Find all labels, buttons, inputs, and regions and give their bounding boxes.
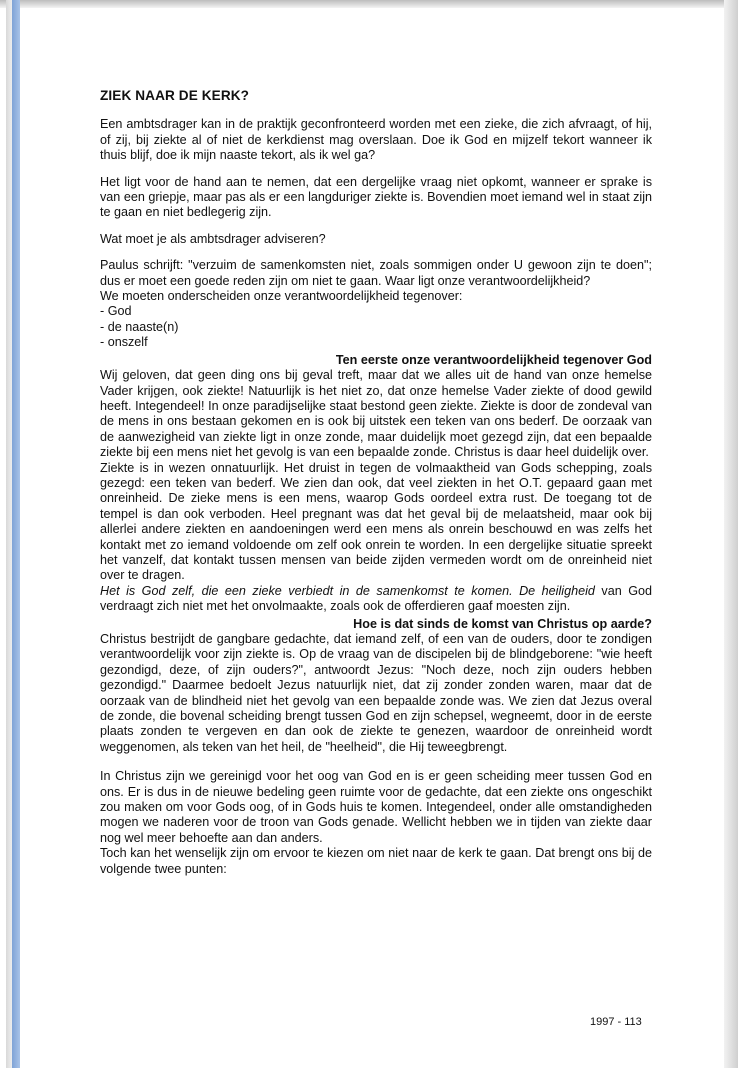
- paulus-paragraph: Paulus schrijft: "verzuim de samenkomsten niet, zoals sommigen onder U gewoon zijn te doen"; dus er moet een goede reden zijn om niet te gaan. Waar ligt onze verantwoordelijkheid?: [100, 258, 652, 288]
- scan-right-edge: [724, 0, 738, 1068]
- italic-statement: Het is God zelf, die een zieke verbiedt in de samenkomst te komen. De heiligheid: [100, 583, 595, 598]
- section2-paragraph-3: Toch kan het wenselijk zijn om ervoor te kiezen om niet naar de kerk te gaan. Dat brengt ons bij de volgende twee punten:: [100, 846, 652, 876]
- section-heading-god: Ten eerste onze verantwoordelijkheid tegenover God: [335, 352, 652, 367]
- section1-paragraph-3-rest: van God verdraagt zich niet met het onvolmaakte, zoals ook de offerdieren gaaf moesten zijn.: [100, 583, 652, 614]
- section1-paragraph-3: [100, 584, 652, 615]
- scan-top-edge: [0, 0, 738, 8]
- intro-paragraph-2: Het ligt voor de hand aan te nemen, dat een dergelijke vraag niet opkomt, wanneer er sprake is van een griepje, maar pas als er een langduriger ziekte is. Bovendien moet iemand wel in staat zijn te gaan en niet bedlegerig zijn.: [100, 174, 652, 220]
- section2-paragraph-1: Christus bestrijdt de gangbare gedachte, dat iemand zelf, of een van de ouders, door te zondigen verantwoordelijk voor zijn ziekte is. Op de vraag van de discipelen bij de blindgeborene: "wie heeft gezondigd, deze, of zijn ouders?", antwoordt Jezus: "Noch deze, noch zijn ouders hebben gezondigd." Daarmee bedoelt Jezus natuurlijk niet, dat zij zonder zonden waren, maar dat de oorzaak van de blindheid niet het gevolg van een bepaalde zonde was. We zien dat Jezus overal de zonde, die bovenal scheiding brengt tussen God en zijn schepsel, wegneemt, door in de eerste plaats zonden te vergeven en dan ook de ziekte te genezen, waardoor de onreinheid wordt weggenomen, als teken van het heil, de "heelheid", die Hij teweegbrengt.: [100, 632, 652, 754]
- section2-paragraph-2: In Christus zijn we gereinigd voor het oog van God en is er geen scheiding meer tussen God en ons. Er is dus in de nieuwe bedeling geen ruimte voor de gedachte, dat een ziekte ons ongeschikt zou maken om voor Gods oog, of in Gods huis te komen. Integendeel, onder alle omstandigheden mogen we naderen voor de troon van Gods genade. Wellicht hebben we in tijden van ziekte daar nog wel meer behoefte aan dan anders.: [100, 769, 652, 845]
- document-page: [100, 88, 652, 877]
- list-item: - de naaste(n): [100, 320, 652, 335]
- onderscheiden-paragraph: We moeten onderscheiden onze verantwoordelijkheid tegenover:: [100, 289, 463, 304]
- section1-paragraph-2: Ziekte is in wezen onnatuurlijk. Het druist in tegen de volmaaktheid van Gods schepping, zoals gezegd: een teken van bederf. We zien dan ook, dat veel ziekten in het O.T. gepaard gaan met onreinheid. De zieke mens is een mens, waarop Gods oordeel extra rust. De toegang tot de tempel is dan ook verboden. Heel pregnant was dat het geval bij de melaatsheid, maar ook bij allerlei andere ziekten en aandoeningen werd een mens als onrein beschouwd en was zelfs het kontakt met zo iemand voldoende om zelf ook onrein te worden. In een dergelijke situatie spreekt het vanzelf, dat kontakt tussen mensen van beide zijden vermeden wordt om de onreinheid niet over te dragen.: [100, 460, 652, 583]
- page-title: ZIEK NAAR DE KERK?: [100, 88, 250, 103]
- page-number: 1997 - 113: [590, 1016, 642, 1028]
- intro-paragraph-1: Een ambtsdrager kan in de praktijk geconfronteerd worden met een zieke, die zich afvraagt, of hij, of zij, bij ziekte al of niet de kerkdienst mag overslaan. Doe ik God en mijzelf tekort wanneer ik thuis blijf, doe ik mijn naaste tekort, als ik wel ga?: [100, 117, 652, 163]
- scan-left-binding: [12, 0, 20, 1068]
- list-item: - God: [100, 304, 652, 319]
- section1-paragraph-1: Wij geloven, dat geen ding ons bij geval treft, maar dat we alles uit de hand van onze hemelse Vader krijgen, ook ziekte! Natuurlijk is het niet zo, dat onze hemelse Vader ziekte of dood gewild heeft. Integendeel! In onze paradijselijke staat bestond geen ziekte. Ziekte is door de zondeval van de mens in ons bestaan gekomen en is ook bij uitstek een teken van ons bederf. De oorzaak van de aanwezigheid van ziekte ligt in onze zonde, maar duidelijk moet gezegd zijn, dat een bepaalde ziekte bij een mens niet het gevolg is van een bepaalde zonde. Christus is daar heel duidelijk over.: [100, 368, 652, 460]
- intro-question: Wat moet je als ambtsdrager adviseren?: [100, 231, 326, 246]
- list-item: - onszelf: [100, 335, 652, 350]
- responsibility-list: [100, 304, 652, 350]
- section-heading-christus: Hoe is dat sinds de komst van Christus op aarde?: [353, 616, 652, 631]
